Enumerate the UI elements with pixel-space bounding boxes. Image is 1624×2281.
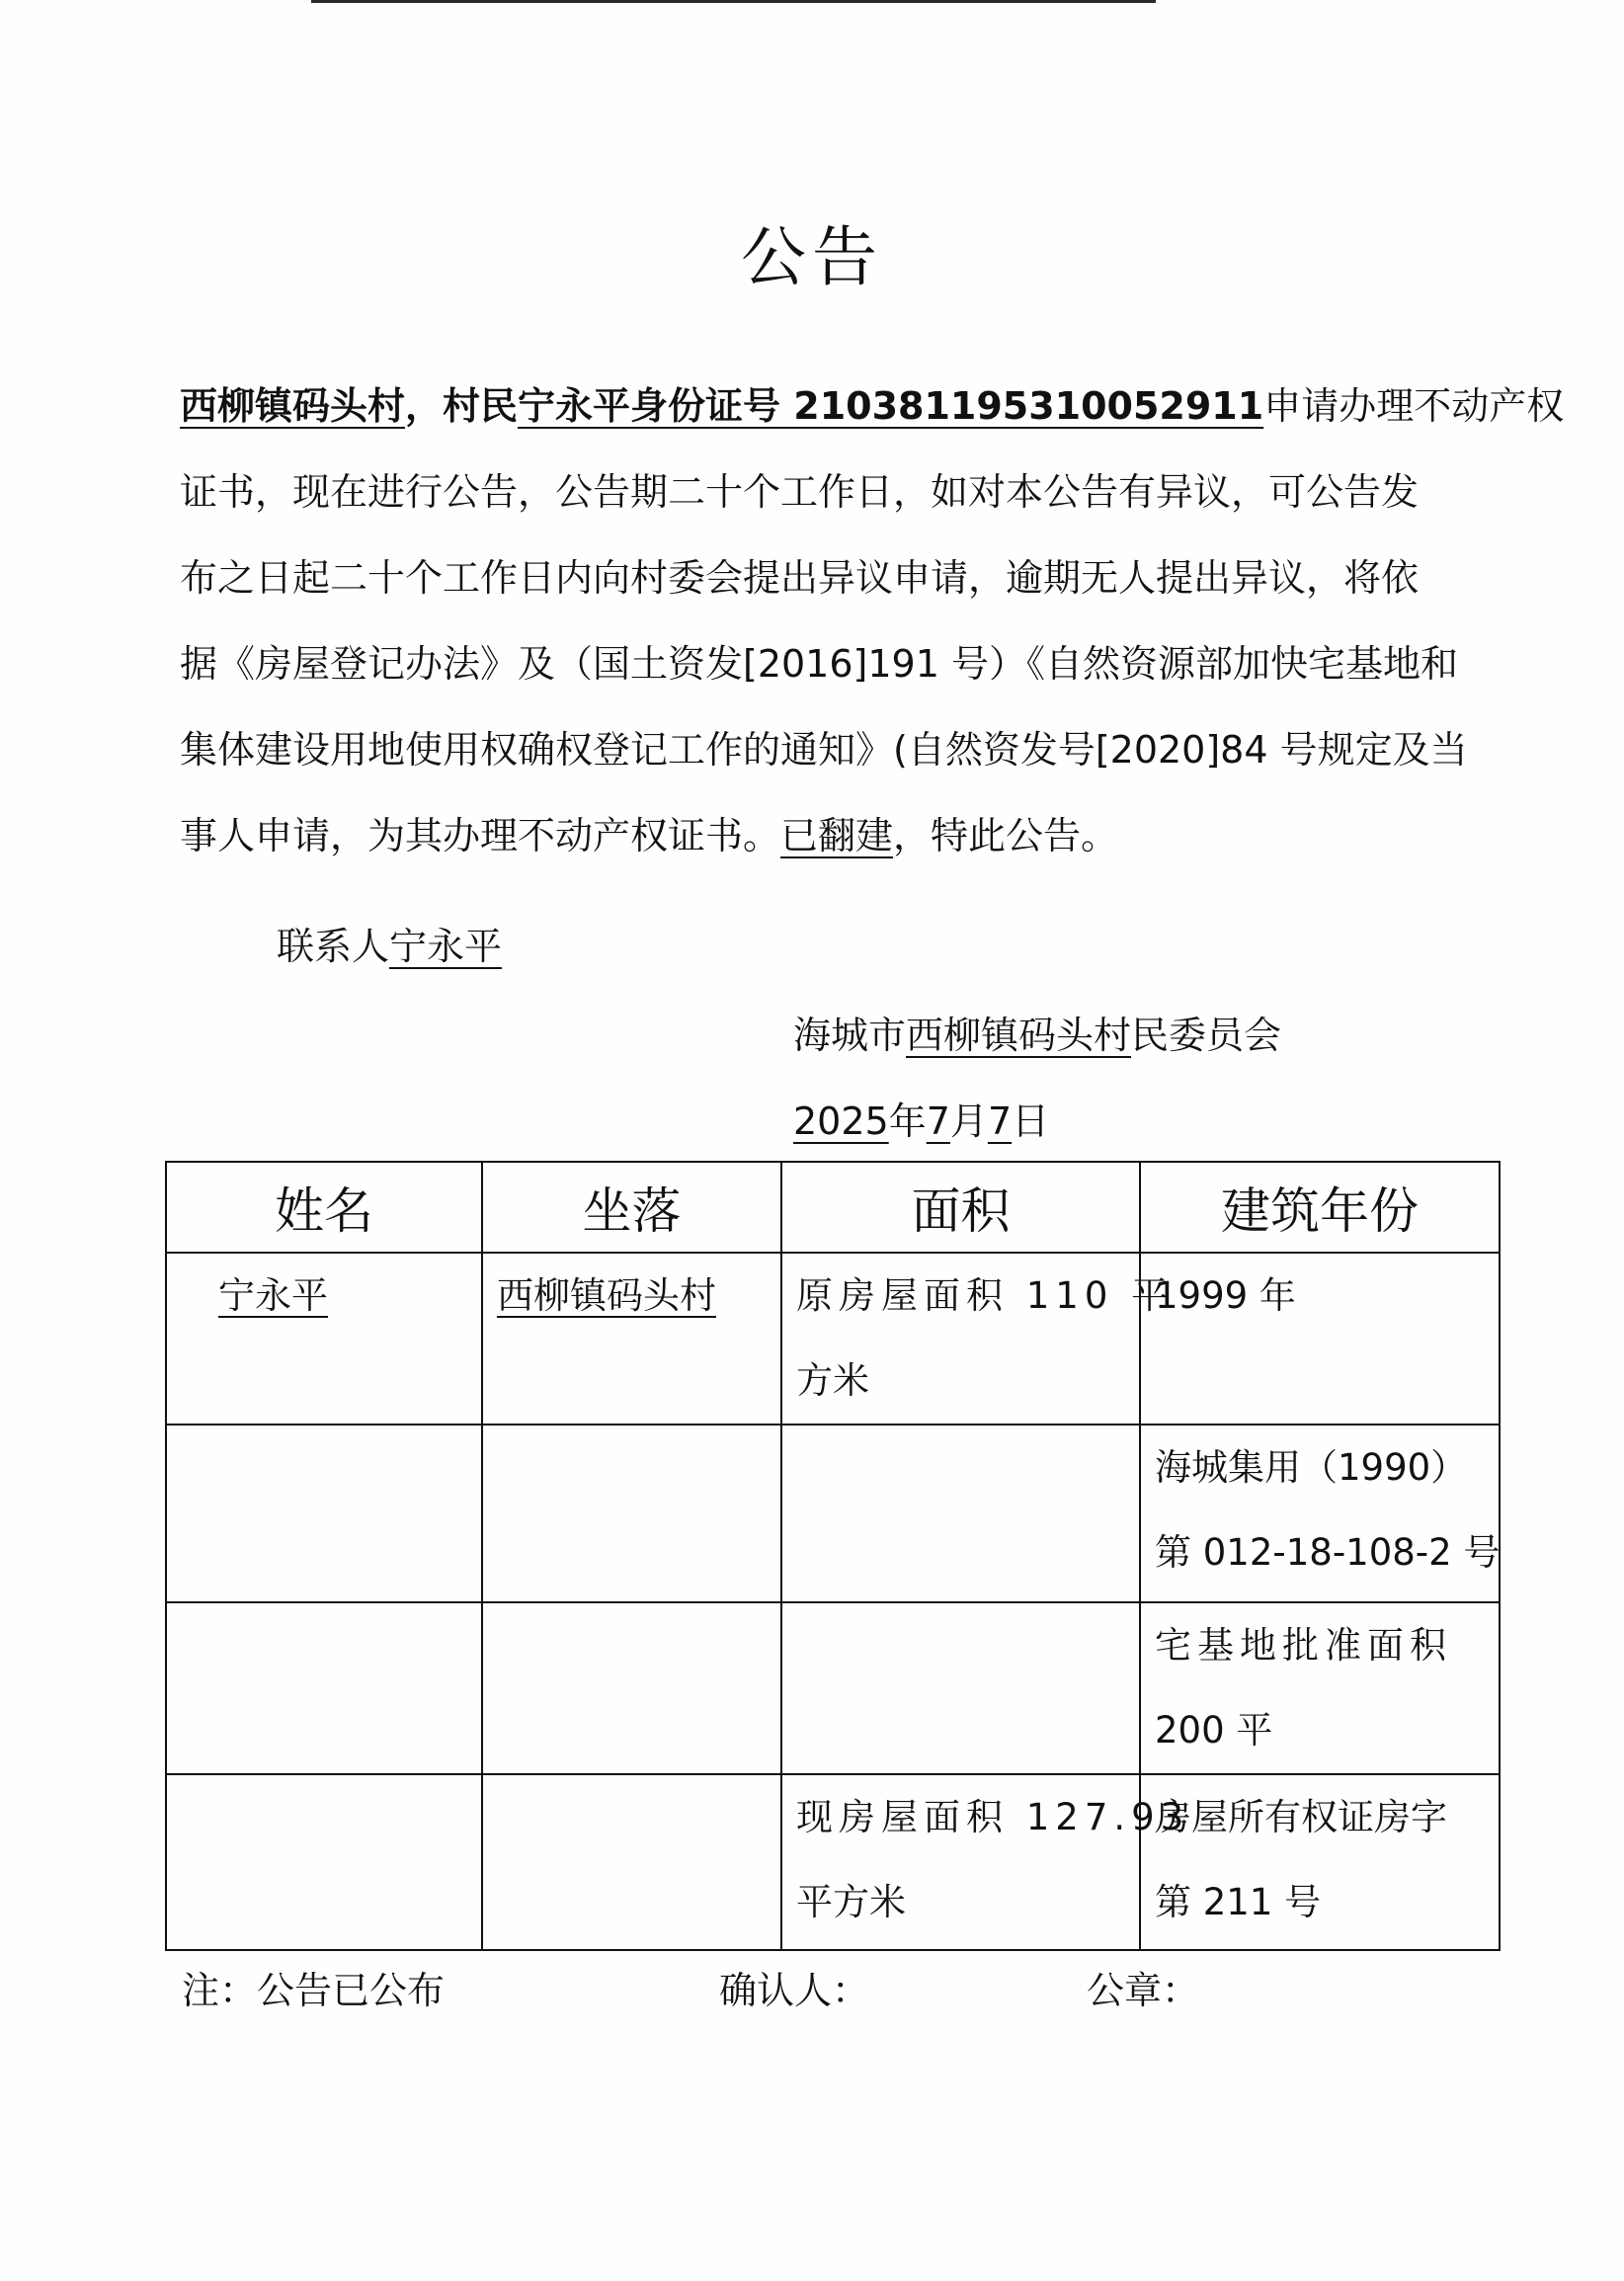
property-location: 西柳镇码头村 [497, 1274, 716, 1317]
table-cell [781, 1425, 1140, 1602]
house-cert-line-2: 第 211 号 [1155, 1881, 1322, 1923]
contact-name: 宁永平 [389, 925, 503, 968]
top-edge-line [311, 0, 1156, 3]
table-header-row [166, 1162, 1500, 1253]
original-area-line-1: 原房屋面积 110 平 [796, 1274, 1175, 1317]
notice-date [793, 1092, 1049, 1151]
date-day-unit: 日 [1012, 1100, 1050, 1143]
table-cell [482, 1253, 781, 1425]
date-year: 2025 [793, 1100, 889, 1143]
homestead-area-line-1: 宅基地批准面积 [1155, 1624, 1452, 1667]
contact-label: 联系人 [277, 925, 390, 968]
header-location: 坐落 [482, 1162, 781, 1253]
footer-seal: 公章： [1087, 1969, 1200, 2012]
header-area: 面积 [781, 1162, 1140, 1253]
village-name: 西柳镇码头村 [180, 384, 406, 428]
paragraph-line-2: 证书，现在进行公告，公告期二十个工作日，如对本公告有异议，可公告发 [180, 470, 1420, 514]
committee-suffix: 民委员会 [1131, 1014, 1282, 1057]
table-row [166, 1253, 1500, 1425]
table-cell [166, 1425, 482, 1602]
table-row [166, 1602, 1500, 1774]
page-title: 公告 [741, 219, 883, 295]
owner-name: 宁永平 [218, 1274, 328, 1317]
table-cell [781, 1602, 1140, 1774]
land-cert-line-2: 第 012-18-108-2 号 [1155, 1531, 1501, 1574]
table-cell [166, 1774, 482, 1950]
table-row [166, 1774, 1500, 1950]
rebuilt-note: 已翻建 [780, 814, 894, 857]
paragraph-line-1 [180, 364, 1565, 449]
committee-name [793, 1006, 1281, 1065]
original-area-line-2: 方米 [796, 1359, 869, 1402]
date-year-unit: 年 [888, 1100, 927, 1143]
paragraph-line-4: 据《房屋登记办法》及（国土资发[2016]191 号）《自然资源部加快宅基地和 [180, 642, 1458, 686]
closing-text: 事人申请，为其办理不动产权证书。 [180, 814, 781, 857]
header-name: 姓名 [166, 1162, 482, 1253]
closing-suffix: ，特此公告。 [893, 814, 1119, 857]
table-cell [166, 1253, 482, 1425]
committee-prefix: 海城市 [793, 1014, 907, 1057]
application-text: 申请办理不动产权 [1263, 384, 1565, 428]
id-number: 宁永平身份证号 210381195310052911 [518, 384, 1264, 428]
table-cell [482, 1602, 781, 1774]
paragraph-line-5: 集体建设用地使用权确权登记工作的通知》(自然资发号[2020]84 号规定及当 [180, 728, 1468, 772]
notice-paragraph [180, 364, 1565, 879]
table-cell [482, 1425, 781, 1602]
table-cell [1140, 1425, 1500, 1602]
table-cell [482, 1774, 781, 1950]
date-month-unit: 月 [949, 1100, 988, 1143]
current-area-line-1: 现房屋面积 127.93 [796, 1796, 1190, 1838]
contact-line [277, 917, 502, 976]
table-cell [1140, 1253, 1500, 1425]
committee-village: 西柳镇码头村 [906, 1014, 1132, 1057]
house-cert-line-1: 房屋所有权证房字 [1155, 1796, 1447, 1838]
table-cell [166, 1602, 482, 1774]
build-year: 1999 年 [1155, 1274, 1296, 1317]
villager-label: ，村民 [405, 384, 519, 428]
table-cell [781, 1774, 1190, 1950]
paragraph-line-6 [180, 793, 1464, 879]
date-month: 7 [926, 1100, 950, 1143]
current-area-line-2: 平方米 [796, 1881, 906, 1923]
footer-confirmer: 确认人： [719, 1969, 870, 2012]
table-row [166, 1425, 1500, 1602]
property-table [165, 1161, 1501, 1951]
homestead-area-line-2: 200 平 [1155, 1709, 1273, 1751]
table-cell [1140, 1602, 1500, 1774]
table-cell [1140, 1774, 1500, 1950]
table-cell [781, 1253, 1175, 1425]
footer-note: 注：公告已公布 [182, 1969, 446, 2012]
header-build-year: 建筑年份 [1140, 1162, 1500, 1253]
paragraph-line-3: 布之日起二十个工作日内向村委会提出异议申请，逾期无人提出异议，将依 [180, 556, 1420, 600]
land-cert-line-1: 海城集用（1990） [1155, 1446, 1468, 1489]
date-day: 7 [987, 1100, 1013, 1143]
